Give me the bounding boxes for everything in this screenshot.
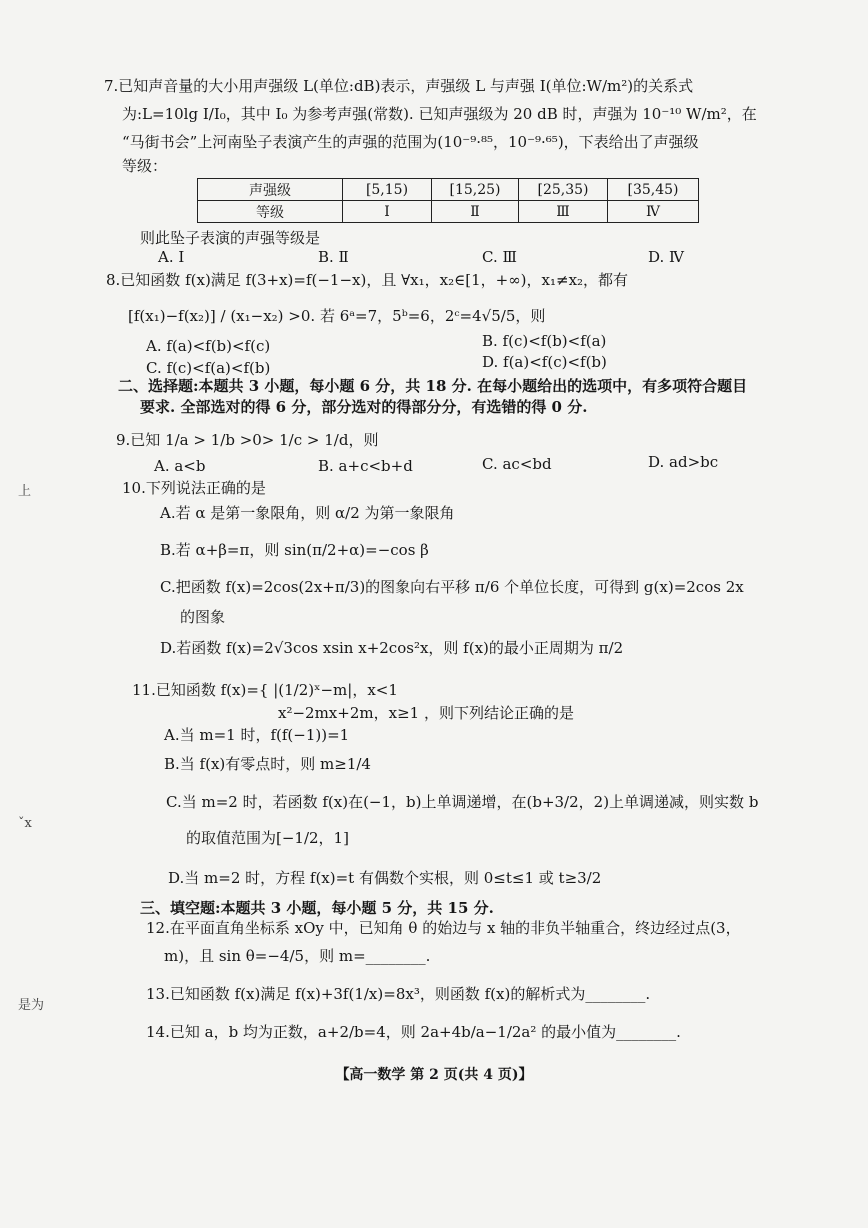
q11-option-b: B.当 f(x)有零点时，则 m≥1/4 xyxy=(164,755,371,773)
q7-line-1: 7.已知声音量的大小用声强级 L(单位:dB)表示，声强级 L 与声强 I(单位:W/m²)的关系式 xyxy=(104,77,694,95)
table-cell: Ⅰ xyxy=(343,201,432,223)
table-cell: 声强级 xyxy=(198,179,343,201)
q11-option-d: D.当 m=2 时，方程 f(x)=t 有偶数个实根，则 0≤t≤1 或 t≥3/2 xyxy=(168,869,602,887)
margin-mark: ˇx xyxy=(18,816,32,831)
q7-line-3: “马街书会”上河南坠子表演产生的声强的范围为(10⁻⁹·⁸⁵，10⁻⁹·⁶⁵)，下表给出了声强级 xyxy=(122,133,699,151)
margin-mark: 是为 xyxy=(18,998,45,1013)
q7-option-b: B. Ⅱ xyxy=(318,248,349,266)
q11-option-c-1: C.当 m=2 时，若函数 f(x)在(−1，b)上单调递增，在(b+3/2，2)上单调递减，则实数 b xyxy=(166,793,759,811)
q7-stem-end: 则此坠子表演的声强等级是 xyxy=(140,229,321,247)
q10-option-c-2: 的图象 xyxy=(180,608,226,626)
q11-option-a: A.当 m=1 时，f(f(−1))=1 xyxy=(164,726,350,744)
q9-option-a: A. a<b xyxy=(154,457,206,475)
sound-level-table xyxy=(197,178,699,223)
section-2-heading: 二、选择题:本题共 3 小题，每小题 6 分，共 18 分. 在每小题给出的选项中，有多项符合题目 xyxy=(118,377,748,395)
section-2-note: 要求. 全部选对的得 6 分，部分选对的得部分分，有选错的得 0 分. xyxy=(140,398,588,416)
q10-option-b: B.若 α+β=π，则 sin(π/2+α)=−cos β xyxy=(160,541,429,559)
table-cell: [25,35) xyxy=(519,179,608,201)
table-cell: 等级 xyxy=(198,201,343,223)
q7-option-c: C. Ⅲ xyxy=(482,248,517,266)
q10-option-a: A.若 α 是第一象限角，则 α/2 为第一象限角 xyxy=(160,504,455,522)
q8-option-a: A. f(a)<f(b)<f(c) xyxy=(146,337,271,355)
q8-option-b: B. f(c)<f(b)<f(a) xyxy=(482,332,607,350)
table-cell: [35,45) xyxy=(608,179,699,201)
q9-stem: 9.已知 1/a > 1/b >0> 1/c > 1/d，则 xyxy=(116,431,379,449)
q9-option-d: D. ad>bc xyxy=(648,453,719,471)
section-3-heading: 三、填空题:本题共 3 小题，每小题 5 分，共 15 分. xyxy=(140,899,494,917)
table-cell: Ⅳ xyxy=(608,201,699,223)
q11-line-2: x²−2mx+2m，x≥1 ，则下列结论正确的是 xyxy=(278,704,574,722)
q10-stem: 10.下列说法正确的是 xyxy=(122,479,266,497)
q8-line-2: [f(x₁)−f(x₂)] / (x₁−x₂) >0. 若 6ᵃ=7，5ᵇ=6，2ᶜ=4√5/5，则 xyxy=(128,307,546,325)
q7-line-4: 等级： xyxy=(122,157,168,175)
table-row xyxy=(198,179,699,201)
q9-option-c: C. ac<bd xyxy=(482,455,552,473)
q11-option-c-2: 的取值范围为[−1/2，1] xyxy=(186,829,349,847)
q8-option-d: D. f(a)<f(c)<f(b) xyxy=(482,353,607,371)
q7-option-d: D. Ⅳ xyxy=(648,248,685,266)
q9-option-b: B. a+c<b+d xyxy=(318,457,413,475)
q7-line-2: 为:L=10lg I/I₀，其中 I₀ 为参考声强(常数). 已知声强级为 20 dB 时，声强为 10⁻¹⁰ W/m²，在 xyxy=(122,105,757,123)
q14-stem: 14.已知 a，b 均为正数，a+2/b=4，则 2a+4b/a−1/2a² 的最小值为________. xyxy=(146,1023,681,1041)
q8-option-c: C. f(c)<f(a)<f(b) xyxy=(146,359,271,377)
q8-line-1: 8.已知函数 f(x)满足 f(3+x)=f(−1−x)，且 ∀x₁，x₂∈[1，+∞)，x₁≠x₂，都有 xyxy=(106,271,629,289)
table-cell: Ⅱ xyxy=(432,201,519,223)
q12-line-1: 12.在平面直角坐标系 xOy 中，已知角 θ 的始边与 x 轴的非负半轴重合，终边经过点(3， xyxy=(146,919,741,937)
margin-mark: 上 xyxy=(18,484,32,499)
q12-line-2: m)，且 sin θ=−4/5，则 m=________. xyxy=(164,947,431,965)
table-row xyxy=(198,201,699,223)
table-cell: [15,25) xyxy=(432,179,519,201)
page-footer: 【高一数学 第 2 页(共 4 页)】 xyxy=(335,1067,533,1083)
table-cell: Ⅲ xyxy=(519,201,608,223)
q7-option-a: A. Ⅰ xyxy=(158,248,185,266)
q10-option-c-1: C.把函数 f(x)=2cos(2x+π/3)的图象向右平移 π/6 个单位长度，可得到 g(x)=2cos 2x xyxy=(160,578,744,596)
q10-option-d: D.若函数 f(x)=2√3cos xsin x+2cos²x，则 f(x)的最小正周期为 π/2 xyxy=(160,639,624,657)
table-cell: [5,15) xyxy=(343,179,432,201)
q11-line-1: 11.已知函数 f(x)={ |(1/2)ˣ−m|，x<1 xyxy=(132,681,398,699)
q13-stem: 13.已知函数 f(x)满足 f(x)+3f(1/x)=8x³，则函数 f(x)的解析式为________. xyxy=(146,985,651,1003)
